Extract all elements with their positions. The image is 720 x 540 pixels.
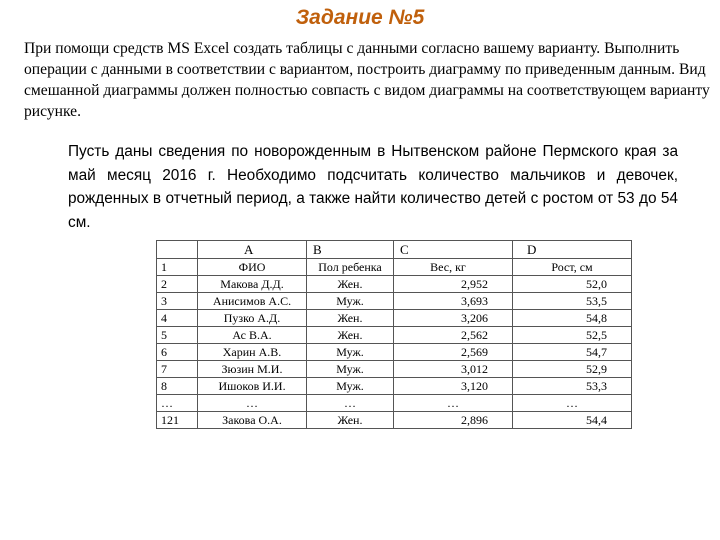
cell-fio: Анисимов А.С. — [198, 293, 307, 310]
row-number: 1 — [157, 259, 198, 276]
cell-fio: Зюзин М.И. — [198, 361, 307, 378]
task-paragraph: Пусть даны сведения по новорожденным в Нытвенском районе Пермского края за май месяц 2016 г. Необходимо подсчитать количество мальчиков и девочек, рожденных в отчетный период, а также найти количество детей с ростом от 53 до 54 см. — [68, 143, 678, 231]
row-number: 2 — [157, 276, 198, 293]
cell-weight: … — [394, 395, 513, 412]
row-number: 6 — [157, 344, 198, 361]
table-row — [157, 276, 632, 293]
col-letter-d: D — [513, 241, 632, 259]
spreadsheet-table — [156, 240, 632, 429]
cell-fio: ФИО — [198, 259, 307, 276]
cell-height: 52,9 — [513, 361, 632, 378]
cell-gender: Жен. — [307, 310, 394, 327]
cell-fio: Пузко А.Д. — [198, 310, 307, 327]
cell-gender: Муж. — [307, 378, 394, 395]
table-row — [157, 361, 632, 378]
row-number: 7 — [157, 361, 198, 378]
cell-weight: 3,206 — [394, 310, 513, 327]
cell-height: 54,7 — [513, 344, 632, 361]
cell-weight: 3,693 — [394, 293, 513, 310]
row-number: 3 — [157, 293, 198, 310]
column-letters-row — [157, 241, 632, 259]
cell-gender: Муж. — [307, 344, 394, 361]
cell-weight: 2,952 — [394, 276, 513, 293]
table-row — [157, 259, 632, 276]
cell-gender: Жен. — [307, 276, 394, 293]
cell-weight: 3,120 — [394, 378, 513, 395]
cell-weight: 2,569 — [394, 344, 513, 361]
cell-gender: Муж. — [307, 293, 394, 310]
cell-fio: … — [198, 395, 307, 412]
row-number: 8 — [157, 378, 198, 395]
table-row — [157, 412, 632, 429]
col-letter-c: C — [394, 241, 513, 259]
cell-gender: … — [307, 395, 394, 412]
cell-fio: Ишоков И.И. — [198, 378, 307, 395]
table-row — [157, 378, 632, 395]
cell-gender: Муж. — [307, 361, 394, 378]
cell-height: … — [513, 395, 632, 412]
cell-fio: Ас В.А. — [198, 327, 307, 344]
corner-cell — [157, 241, 198, 259]
table-row — [157, 310, 632, 327]
cell-weight: Вес, кг — [394, 259, 513, 276]
cell-gender: Жен. — [307, 327, 394, 344]
cell-fio: Харин А.В. — [198, 344, 307, 361]
row-number: … — [157, 395, 198, 412]
cell-height: 52,5 — [513, 327, 632, 344]
row-number: 5 — [157, 327, 198, 344]
cell-fio: Закова О.А. — [198, 412, 307, 429]
cell-gender: Жен. — [307, 412, 394, 429]
cell-gender: Пол ребенка — [307, 259, 394, 276]
row-number: 121 — [157, 412, 198, 429]
cell-weight: 3,012 — [394, 361, 513, 378]
table-row — [157, 293, 632, 310]
cell-fio: Макова Д.Д. — [198, 276, 307, 293]
row-number: 4 — [157, 310, 198, 327]
col-letter-a: A — [198, 241, 307, 259]
table-row — [157, 344, 632, 361]
cell-height: 54,8 — [513, 310, 632, 327]
cell-height: 52,0 — [513, 276, 632, 293]
intro-paragraph: При помощи средств MS Excel создать таблицы с данными согласно вашему варианту. Выполнить операции с данными в соответствии с вариантом, построить диаграмму по приведенным данным. Вид смешанной диаграммы должен полностью совпасть с видом диаграммы на соответствующем варианту рисунке. — [24, 40, 710, 120]
cell-height: Рост, см — [513, 259, 632, 276]
cell-height: 53,3 — [513, 378, 632, 395]
col-letter-b: B — [307, 241, 394, 259]
table-row — [157, 327, 632, 344]
task-title: Задание №5 — [295, 6, 425, 29]
cell-weight: 2,562 — [394, 327, 513, 344]
table-row — [157, 395, 632, 412]
cell-height: 53,5 — [513, 293, 632, 310]
cell-weight: 2,896 — [394, 412, 513, 429]
cell-height: 54,4 — [513, 412, 632, 429]
